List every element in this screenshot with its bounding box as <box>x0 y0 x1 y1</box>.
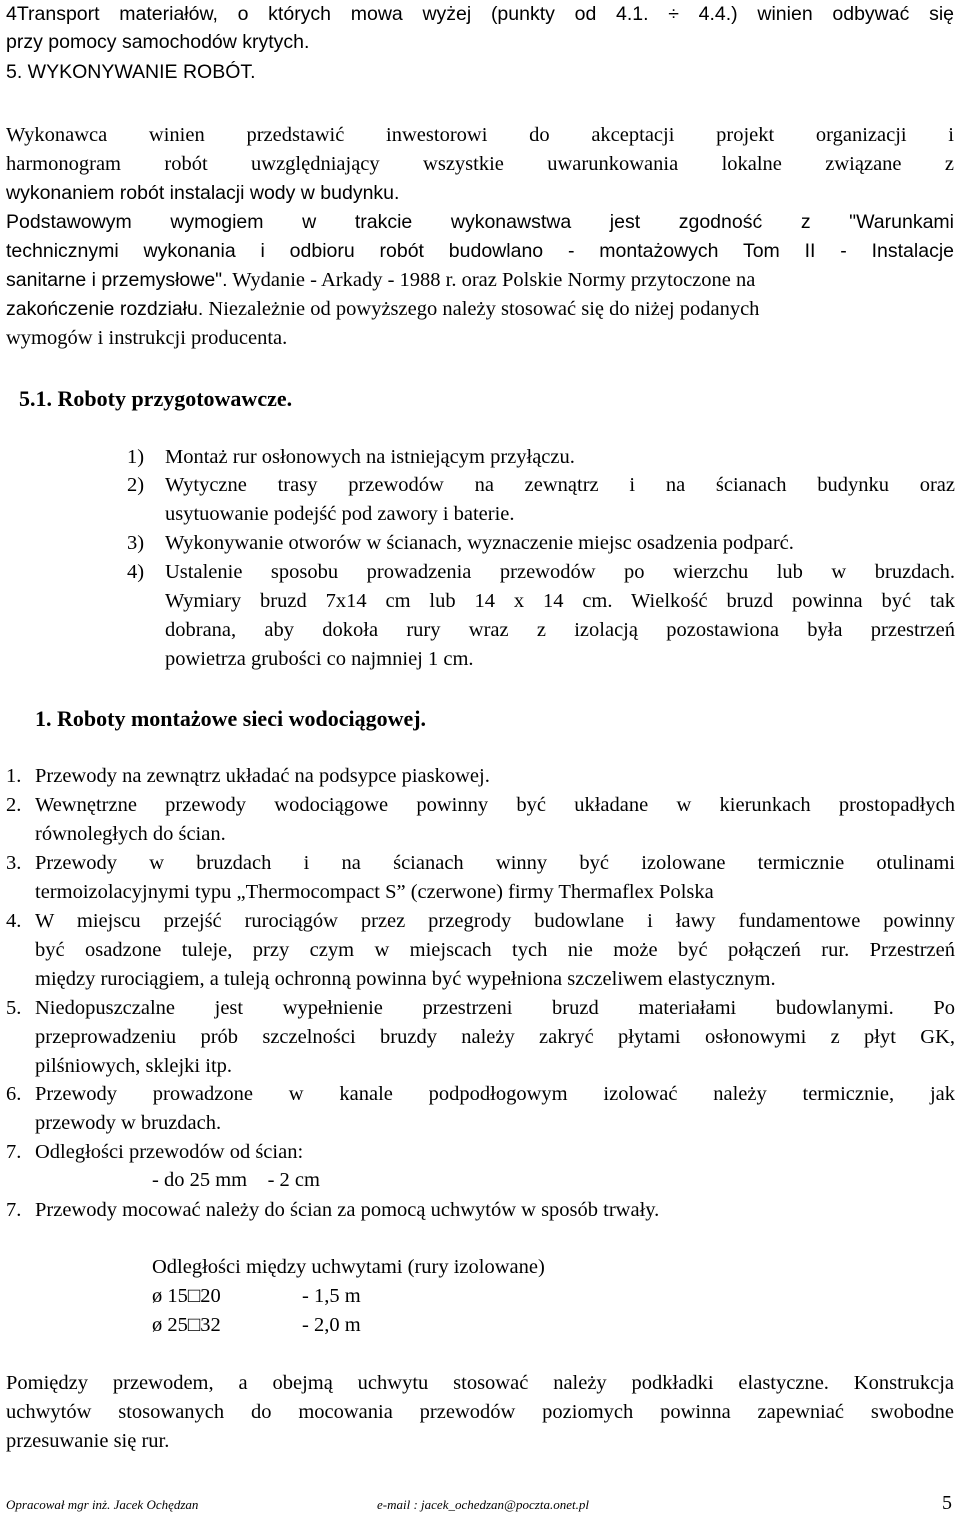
assembly-item-6-line-2: przewody w bruzdach. <box>35 1112 222 1134</box>
supports-row-1-dia: ø 15□20 <box>152 1285 221 1307</box>
supports-row-1-dist: - 1,5 m <box>302 1285 361 1307</box>
footer-email: e-mail : jacek_ochedzan@poczta.onet.pl <box>377 1497 589 1512</box>
assembly-item-6-line-1: Przewody prowadzone w kanale podpodłogowym izolować należy termicznie, jak <box>35 1083 955 1105</box>
assembly-item-4-line-2: być osadzone tuleje, przy czym w miejscach tych nie może być połączeń rur. Przestrzeń <box>35 939 955 961</box>
intro-p2-line-2: technicznymi wykonania i odbioru robót budowlano - montażowych Tom II - Instalacje <box>6 240 954 262</box>
intro-p1-line-3: wykonaniem robót instalacji wody w budynku. <box>6 182 400 204</box>
intro-p2-line-4-serif: Niezależnie od powyższego należy stosować się do niżej podanych <box>208 298 760 320</box>
supports-row-2-dist: - 2,0 m <box>302 1314 361 1336</box>
supports-title: Odległości między uchwytami (rury izolowane) <box>152 1256 545 1278</box>
assembly-item-5-line-3: pilśniowych, sklejki itp. <box>35 1055 233 1077</box>
assembly-item-2-line-1: Wewnętrzne przewody wodociągowe powinny być układane w kierunkach prostopadłych <box>35 794 955 816</box>
assembly-item-4-num: 4. <box>6 910 22 932</box>
closing-line-2: uchwytów stosowanych do mocowania przewodów poziomych powinna zapewniać swobodne <box>6 1401 954 1423</box>
intro-p1-line-1: Wykonawca winien przedstawić inwestorowi do akceptacji projekt organizacji i <box>6 124 954 146</box>
assembly-item-7-num: 7. <box>6 1141 22 1163</box>
assembly-item-3-line-1: Przewody w bruzdach i na ścianach winny być izolowane termicznie otulinami <box>35 852 955 874</box>
transport-line-2: przy pomocy samochodów krytych. <box>6 31 310 53</box>
assembly-item-3-num: 3. <box>6 852 22 874</box>
intro-p2-line-4 <box>6 295 759 324</box>
assembly-item-4-line-1: W miejscu przejść rurociągów przez przegrody budowlane i ławy fundamentowe powinny <box>35 910 955 932</box>
footer-author: Opracował mgr inż. Jacek Ochędzan <box>6 1497 199 1512</box>
prep-item-3-num: 3) <box>127 532 145 554</box>
closing-line-1: Pomiędzy przewodem, a obejmą uchwytu stosować należy podkładki elastyczne. Konstrukcja <box>6 1372 954 1394</box>
prep-item-2-num: 2) <box>127 474 145 496</box>
assembly-item-8-line-1: Przewody mocować należy do ścian za pomocą uchwytów w sposób trwały. <box>35 1199 660 1221</box>
assembly-item-2-line-2: równoległych do ścian. <box>35 823 226 845</box>
assembly-item-5-num: 5. <box>6 997 22 1019</box>
prep-item-4-num: 4) <box>127 561 145 583</box>
prep-item-2-line-1: Wytyczne trasy przewodów na zewnątrz i na ścianach budynku oraz <box>165 474 955 496</box>
section-5-1-heading: 5.1. Roboty przygotowawcze. <box>19 386 293 411</box>
prep-item-4-line-2: Wymiary bruzd 7x14 cm lub 14 x 14 cm. Wielkość bruzd powinna być tak <box>165 590 955 612</box>
assembly-item-8-num: 7. <box>6 1199 22 1221</box>
prep-item-1-num: 1) <box>127 446 145 468</box>
supports-row-2-dia: ø 25□32 <box>152 1314 221 1336</box>
assembly-item-3-line-2: termoizolacyjnymi typu „Thermocompact S” (czerwone) firmy Thermaflex Polska <box>35 881 714 903</box>
section-5-heading: 5. WYKONYWANIE ROBÓT. <box>6 61 256 83</box>
assembly-item-1-num: 1. <box>6 765 22 787</box>
section-1-heading: 1. Roboty montażowe sieci wodociągowej. <box>35 706 427 731</box>
page-number: 5 <box>942 1492 952 1514</box>
assembly-item-7-line-2: - do 25 mm - 2 cm <box>152 1169 320 1191</box>
assembly-item-4-line-3: między rurociągiem, a tuleją ochronną powinna być wypełniona szczeliwem elastycznym. <box>35 968 776 990</box>
assembly-item-7-line-1: Odległości przewodów od ścian: <box>35 1141 304 1163</box>
transport-line-1: 4Transport materiałów, o których mowa wyżej (punkty od 4.1. ÷ 4.4.) winien odbywać się <box>6 3 954 25</box>
assembly-item-5-line-1: Niedopuszczalne jest wypełnienie przestrzeni bruzd materiałami budowlanymi. Po <box>35 997 955 1019</box>
assembly-item-5-line-2: przeprowadzeniu prób szczelności bruzdy należy zakryć płytami osłonowymi z płyt GK, <box>35 1026 955 1048</box>
intro-p1-line-2: harmonogram robót uwzględniający wszystkie uwarunkowania lokalne związane z <box>6 153 954 175</box>
intro-p2-line-1: Podstawowym wymogiem w trakcie wykonawstwa jest zgodność z "Warunkami <box>6 211 954 233</box>
prep-item-4-line-1: Ustalenie sposobu prowadzenia przewodów po wierzchu lub w bruzdach. <box>165 561 955 583</box>
prep-item-1-line-1: Montaż rur osłonowych na istniejącym przyłączu. <box>165 446 575 468</box>
assembly-item-6-num: 6. <box>6 1083 22 1105</box>
prep-item-3-line-1: Wykonywanie otworów w ścianach, wyznaczenie miejsc osadzenia podparć. <box>165 532 794 554</box>
intro-p2-line-5: wymogów i instrukcji producenta. <box>6 327 288 349</box>
prep-item-4-line-3: dobrana, aby dokoła rury wraz z izolacją pozostawiona była przestrzeń <box>165 619 955 641</box>
assembly-item-1-line-1: Przewody na zewnątrz układać na podsypce piaskowej. <box>35 765 490 787</box>
prep-item-4-line-4: powietrza grubości co najmniej 1 cm. <box>165 648 474 670</box>
prep-item-2-line-2: usytuowanie podejść pod zawory i baterie. <box>165 503 515 525</box>
intro-p2-line-3-serif: Wydanie - Arkady - 1988 r. oraz Polskie Normy przytoczone na <box>227 269 756 291</box>
intro-p2-line-4-sans: zakończenie rozdziału. <box>6 298 204 320</box>
closing-line-3: przesuwanie się rur. <box>6 1430 170 1452</box>
intro-p2-line-3 <box>6 266 755 295</box>
intro-p2-line-3-sans: sanitarne i przemysłowe". <box>6 269 228 291</box>
assembly-item-2-num: 2. <box>6 794 22 816</box>
